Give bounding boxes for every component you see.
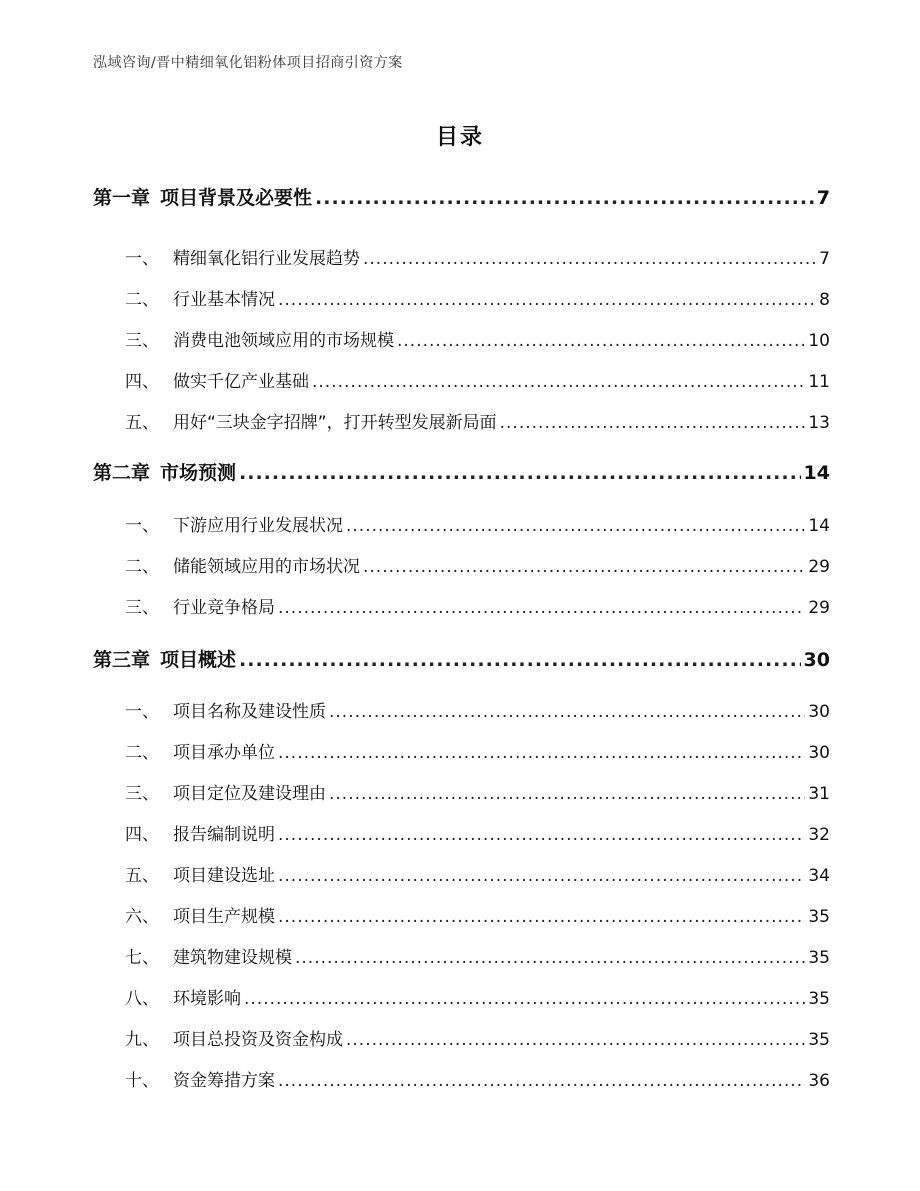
toc-chapter-entry[interactable] (93, 183, 830, 210)
toc-entry-label: 下游应用行业发展状况 (173, 516, 343, 536)
toc-entry-label: 项目承办单位 (173, 743, 275, 763)
toc-entry-page-number: 29 (808, 557, 830, 577)
toc-entry-page-number: 14 (808, 516, 830, 536)
dot-leader (295, 948, 805, 968)
dot-leader (363, 557, 805, 577)
toc-chapter-entry[interactable] (93, 645, 830, 672)
dot-leader (278, 907, 805, 927)
toc-section-entry[interactable] (125, 779, 830, 804)
toc-entry-page-number: 7 (816, 187, 830, 209)
toc-section-entry[interactable] (125, 1066, 830, 1091)
toc-entry-page-number: 30 (808, 743, 830, 763)
dot-leader (278, 743, 805, 763)
dot-leader (329, 784, 805, 804)
toc-entry-label: 项目生产规模 (173, 907, 275, 927)
toc-entry-number: 十、 (125, 1071, 159, 1091)
toc-entry-number: 七、 (125, 948, 159, 968)
toc-entry-label: 项目背景及必要性 (160, 187, 313, 209)
toc-section-entry[interactable] (125, 408, 830, 433)
toc-entry-page-number: 32 (808, 825, 830, 845)
toc-entry-label: 建筑物建设规模 (173, 948, 292, 968)
toc-entry-number: 九、 (125, 1030, 159, 1050)
toc-entry-page-number: 35 (808, 989, 830, 1009)
toc-entry-page-number: 35 (808, 948, 830, 968)
toc-entry-label: 行业竞争格局 (173, 598, 275, 618)
toc-entry-label: 项目总投资及资金构成 (173, 1030, 343, 1050)
toc-section-entry[interactable] (125, 697, 830, 722)
toc-section-entry[interactable] (125, 511, 830, 536)
toc-section-entry[interactable] (125, 902, 830, 927)
toc-entry-label: 环境影响 (173, 989, 241, 1009)
toc-entry-number: 四、 (125, 372, 159, 392)
toc-entry-label: 报告编制说明 (173, 825, 275, 845)
toc-section-entry[interactable] (125, 861, 830, 886)
toc-section-entry[interactable] (125, 738, 830, 763)
toc-entry-page-number: 29 (808, 598, 830, 618)
dot-leader (278, 1071, 805, 1091)
toc-entry-label: 项目名称及建设性质 (173, 702, 326, 722)
toc-entry-number: 八、 (125, 989, 159, 1009)
toc-entry-page-number: 7 (819, 249, 830, 269)
toc-entry-number: 四、 (125, 825, 159, 845)
toc-entry-page-number: 8 (819, 290, 830, 310)
toc-section-entry[interactable] (125, 984, 830, 1009)
toc-entry-number: 第二章 (93, 462, 151, 484)
dot-leader (346, 516, 805, 536)
toc-entry-number: 二、 (125, 557, 159, 577)
page-header: 泓域咨询/晋中精细氧化铝粉体项目招商引资方案 (93, 55, 403, 71)
toc-entry-number: 一、 (125, 516, 159, 536)
toc-entry-number: 三、 (125, 331, 159, 351)
toc-entry-number: 第三章 (93, 649, 151, 671)
toc-section-entry[interactable] (125, 367, 830, 392)
toc-entry-page-number: 35 (808, 907, 830, 927)
toc-entry-label: 做实千亿产业基础 (173, 372, 309, 392)
toc-entry-number: 三、 (125, 784, 159, 804)
dot-leader (397, 331, 805, 351)
toc-entry-label: 行业基本情况 (173, 290, 275, 310)
toc-entry-number: 六、 (125, 907, 159, 927)
dot-leader (500, 413, 806, 433)
toc-entry-page-number: 35 (808, 1030, 830, 1050)
toc-entry-number: 一、 (125, 702, 159, 722)
toc-entry-number: 二、 (125, 290, 159, 310)
toc-entry-label: 市场预测 (160, 462, 237, 484)
toc-section-entry[interactable] (125, 285, 830, 310)
toc-entry-number: 一、 (125, 249, 159, 269)
toc-entry-label: 用好“三块金字招牌”，打开转型发展新局面 (173, 413, 497, 433)
toc-entry-label: 资金筹措方案 (173, 1071, 275, 1091)
toc-section-entry[interactable] (125, 820, 830, 845)
dot-leader (312, 372, 805, 392)
toc-entry-page-number: 14 (803, 462, 830, 484)
toc-title: 目录 (435, 125, 484, 150)
toc-entry-page-number: 30 (808, 702, 830, 722)
dot-leader (278, 866, 805, 886)
dot-leader (329, 702, 805, 722)
dot-leader (239, 649, 801, 671)
toc-section-entry[interactable] (125, 1025, 830, 1050)
dot-leader (315, 187, 814, 209)
dot-leader (244, 989, 805, 1009)
dot-leader (278, 598, 805, 618)
toc-section-entry[interactable] (125, 326, 830, 351)
toc-entry-number: 第一章 (93, 187, 151, 209)
toc-entry-number: 五、 (125, 866, 159, 886)
toc-entry-label: 项目建设选址 (173, 866, 275, 886)
toc-entry-number: 二、 (125, 743, 159, 763)
toc-entry-page-number: 30 (803, 649, 830, 671)
toc-section-entry[interactable] (125, 552, 830, 577)
dot-leader (363, 249, 816, 269)
dot-leader (239, 462, 801, 484)
toc-section-entry[interactable] (125, 593, 830, 618)
toc-entry-page-number: 11 (808, 372, 830, 392)
dot-leader (278, 290, 816, 310)
toc-entry-page-number: 10 (808, 331, 830, 351)
toc-entry-label: 消费电池领域应用的市场规模 (173, 331, 394, 351)
toc-entry-page-number: 34 (808, 866, 830, 886)
toc-entry-page-number: 31 (808, 784, 830, 804)
toc-section-entry[interactable] (125, 943, 830, 968)
dot-leader (278, 825, 805, 845)
toc-entry-page-number: 36 (808, 1071, 830, 1091)
toc-chapter-entry[interactable] (93, 458, 830, 485)
toc-entry-label: 储能领域应用的市场状况 (173, 557, 360, 577)
toc-entry-label: 项目概述 (160, 649, 237, 671)
toc-entry-number: 三、 (125, 598, 159, 618)
toc-entry-page-number: 13 (808, 413, 830, 433)
dot-leader (346, 1030, 805, 1050)
toc-section-entry[interactable] (125, 244, 830, 269)
toc-entry-number: 五、 (125, 413, 159, 433)
toc-entry-label: 精细氧化铝行业发展趋势 (173, 249, 360, 269)
toc-entry-label: 项目定位及建设理由 (173, 784, 326, 804)
